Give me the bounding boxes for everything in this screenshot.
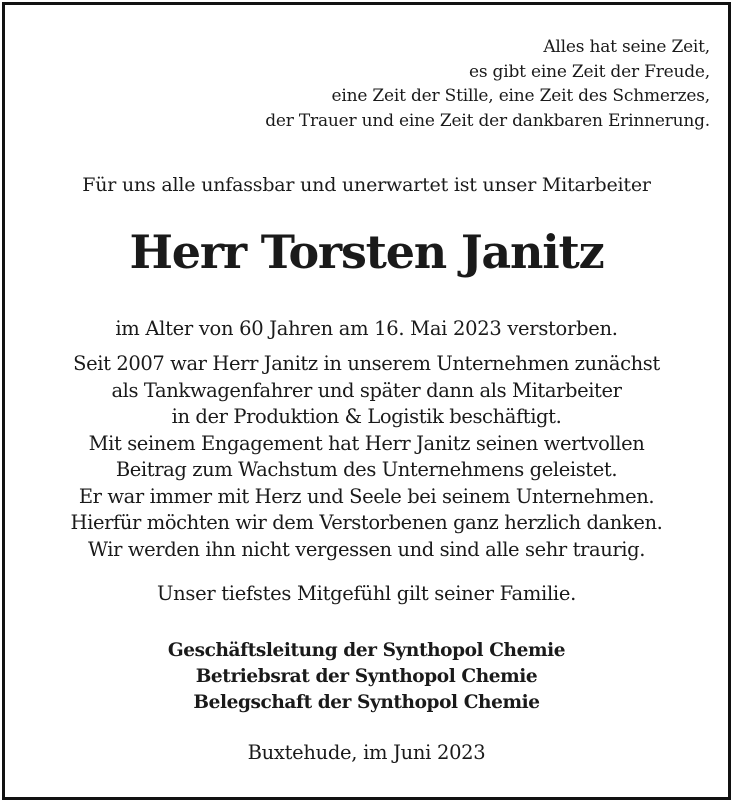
tribute-line: Er war immer mit Herz und Seele bei seinem Unternehmen.: [78, 484, 655, 508]
quote-line: Alles hat seine Zeit,: [543, 37, 710, 57]
signatory: Belegschaft der Synthopol Chemie: [193, 692, 540, 713]
intro-line: Für uns alle unfassbar und unerwartet ist unser Mitarbeiter: [82, 174, 651, 196]
tribute-line: Seit 2007 war Herr Janitz in unserem Unternehmen zunächst: [73, 352, 660, 375]
obituary-notice: [2, 2, 731, 800]
tribute-line: in der Produktion & Logistik beschäftigt.: [171, 405, 562, 428]
quote-block: [265, 35, 710, 133]
tribute-line: als Tankwagenfahrer und später dann als Mitarbeiter: [111, 378, 622, 402]
place-date: Buxtehude, im Juni 2023: [247, 741, 486, 764]
tribute-line: Beitrag zum Wachstum des Unternehmens geleistet.: [115, 458, 618, 481]
signatory: Geschäftsleitung der Synthopol Chemie: [167, 640, 566, 661]
signatories: [5, 638, 728, 716]
tribute-line: Wir werden ihn nicht vergessen und sind alle sehr traurig.: [88, 537, 645, 561]
deceased-name: Herr Torsten Janitz: [129, 225, 604, 279]
tribute-line: Hierfür möchten wir dem Verstorbenen ganz herzlich danken.: [70, 511, 663, 534]
quote-line: eine Zeit der Stille, eine Zeit des Schmerzes,: [331, 86, 710, 106]
age-line: im Alter von 60 Jahren am 16. Mai 2023 verstorben.: [115, 317, 618, 340]
quote-line: der Trauer und eine Zeit der dankbaren Erinnerung.: [265, 110, 710, 131]
quote-line: es gibt eine Zeit der Freude,: [468, 61, 710, 82]
tribute-line: Mit seinem Engagement hat Herr Janitz seinen wertvollen: [88, 431, 645, 455]
tribute-text: [5, 351, 728, 563]
signatory: Betriebsrat der Synthopol Chemie: [195, 666, 538, 687]
condolence-line: Unser tiefstes Mitgefühl gilt seiner Familie.: [157, 582, 576, 605]
